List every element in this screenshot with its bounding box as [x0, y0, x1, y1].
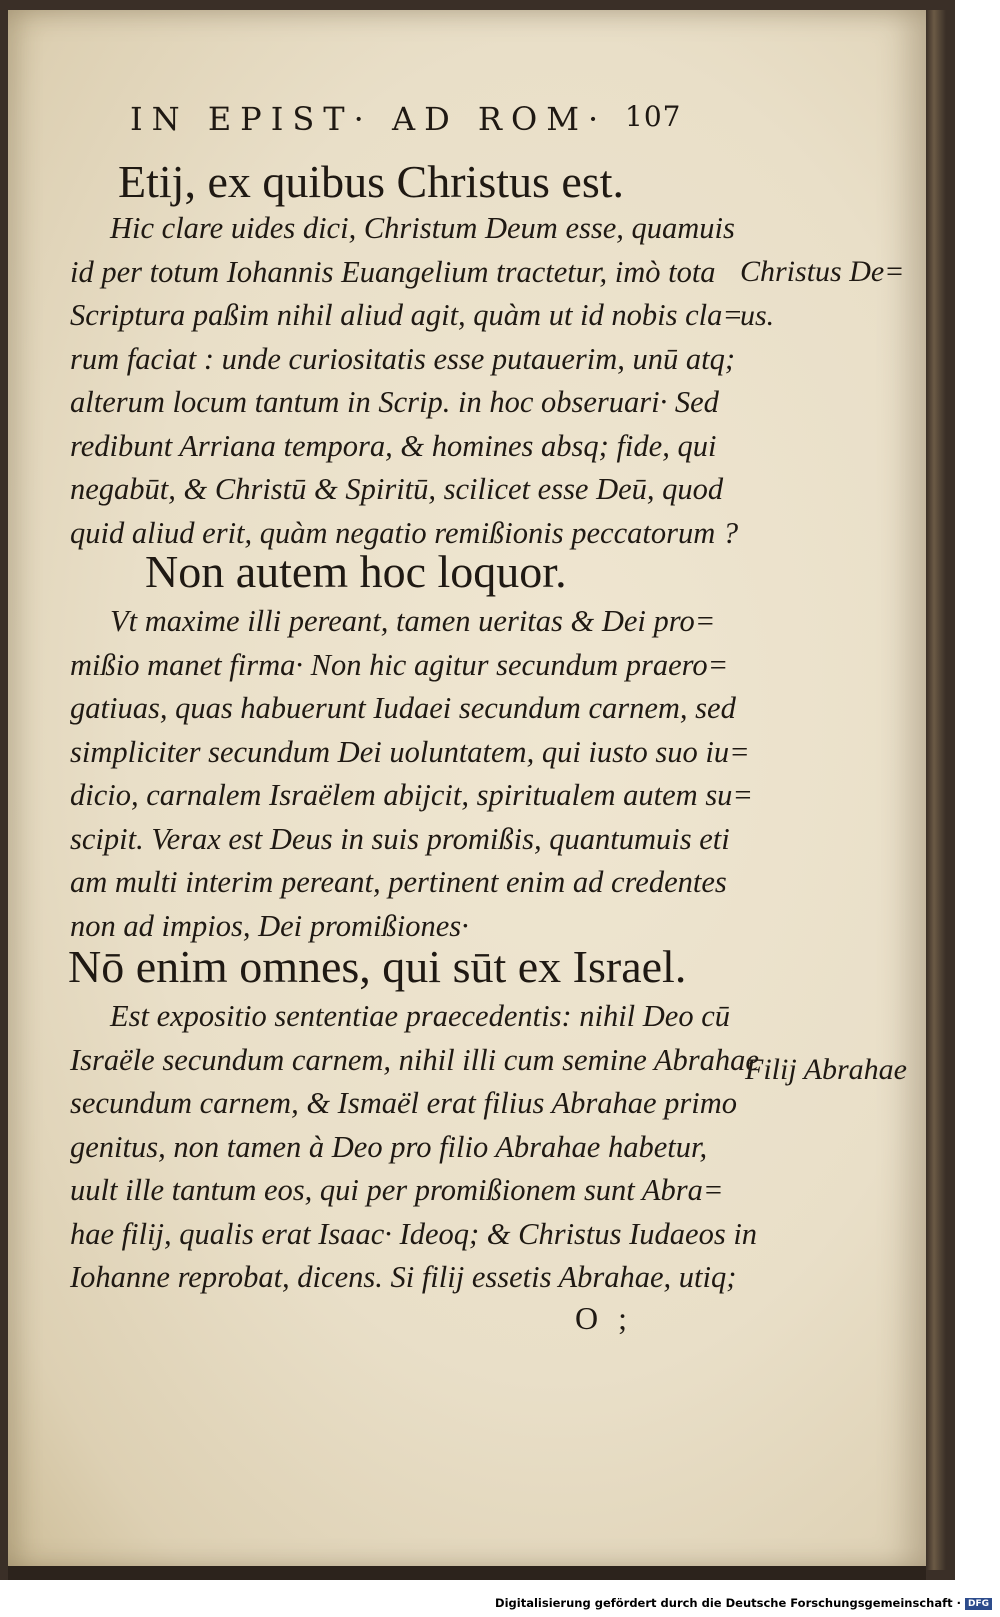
- text-line: uult ille tantum eos, qui per promißionem sunt Abra=: [70, 1173, 724, 1207]
- text-line: rum faciat : unde curiositatis esse putauerim, unū atq;: [70, 341, 736, 376]
- marginal-note-line: us.: [740, 299, 775, 332]
- text-line: secundum carnem, & Ismaël erat filius Abrahae primo: [70, 1086, 737, 1120]
- paragraph: [70, 600, 753, 948]
- text-line: alterum locum tantum in Scrip. in hoc obseruari· Sed: [70, 385, 719, 419]
- section-heading: Nō enim omnes, qui sūt ex Israel.: [68, 941, 687, 992]
- marginal-note-line: Filij Abrahae: [745, 1053, 907, 1086]
- marginal-note: [745, 1048, 907, 1092]
- section-heading: Etij, ex quibus Christus est.: [118, 156, 624, 207]
- digitization-credit: [495, 1596, 992, 1610]
- text-line: Est expositio sententiae praecedentis: nihil Deo cū: [110, 999, 731, 1033]
- text-line: non ad impios, Dei promißiones·: [70, 908, 469, 943]
- running-title: IN EPIST· AD ROM·: [130, 100, 608, 138]
- marginal-note-line: Christus De=: [740, 255, 905, 288]
- text-line: genitus, non tamen à Deo pro filio Abrahae habetur,: [70, 1129, 708, 1164]
- text-line: mißio manet firma· Non hic agitur secundum praero=: [70, 647, 729, 682]
- section-heading: Non autem hoc loquor.: [145, 546, 567, 597]
- page-bottom-edge: [8, 1566, 926, 1580]
- text-line: am multi interim pereant, pertinent enim ad credentes: [70, 865, 727, 899]
- paragraph: [70, 995, 759, 1300]
- text-line: simpliciter secundum Dei uoluntatem, qui iusto suo iu=: [70, 734, 750, 769]
- text-line: quid aliud erit, quàm negatio remißionis peccatorum ?: [70, 515, 739, 550]
- text-line: Israële secundum carnem, nihil illi cum semine Abrahae: [70, 1042, 759, 1077]
- text-line: Hic clare uides dici, Christum Deum esse, quamuis: [110, 211, 735, 245]
- text-line: id per totum Iohannis Euangelium tractetur, imò tota: [70, 254, 716, 289]
- text-line: negabūt, & Christū & Spiritū, scilicet esse Deū, quod: [70, 472, 724, 506]
- text-line: Iohanne reprobat, dicens. Si filij essetis Abrahae, utiq;: [70, 1260, 737, 1294]
- text-line: gatiuas, quas habuerunt Iudaei secundum carnem, sed: [70, 691, 736, 725]
- text-line: redibunt Arriana tempora, & homines absq; fide, qui: [70, 428, 717, 463]
- page-edge: [926, 10, 946, 1570]
- marginal-note: [740, 250, 904, 338]
- dfg-logo: DFG: [965, 1598, 992, 1610]
- text-line: Vt maxime illi pereant, tamen ueritas & Dei pro=: [110, 604, 716, 638]
- signature-mark: O ;: [575, 1300, 633, 1336]
- text-line: Scriptura paßim nihil aliud agit, quàm ut id nobis cla=: [70, 298, 743, 332]
- text-line: hae filij, qualis erat Isaac· Ideoq; & Christus Iudaeos in: [70, 1216, 758, 1251]
- text-line: dicio, carnalem Israëlem abijcit, spiritualem autem su=: [70, 778, 754, 812]
- paragraph: [70, 207, 743, 555]
- page-number: 107: [625, 100, 682, 133]
- text-line: scipit. Verax est Deus in suis promißis, quantumuis eti: [70, 821, 730, 856]
- credit-text: Digitalisierung gefördert durch die Deutsche Forschungsgemeinschaft ·: [495, 1596, 961, 1610]
